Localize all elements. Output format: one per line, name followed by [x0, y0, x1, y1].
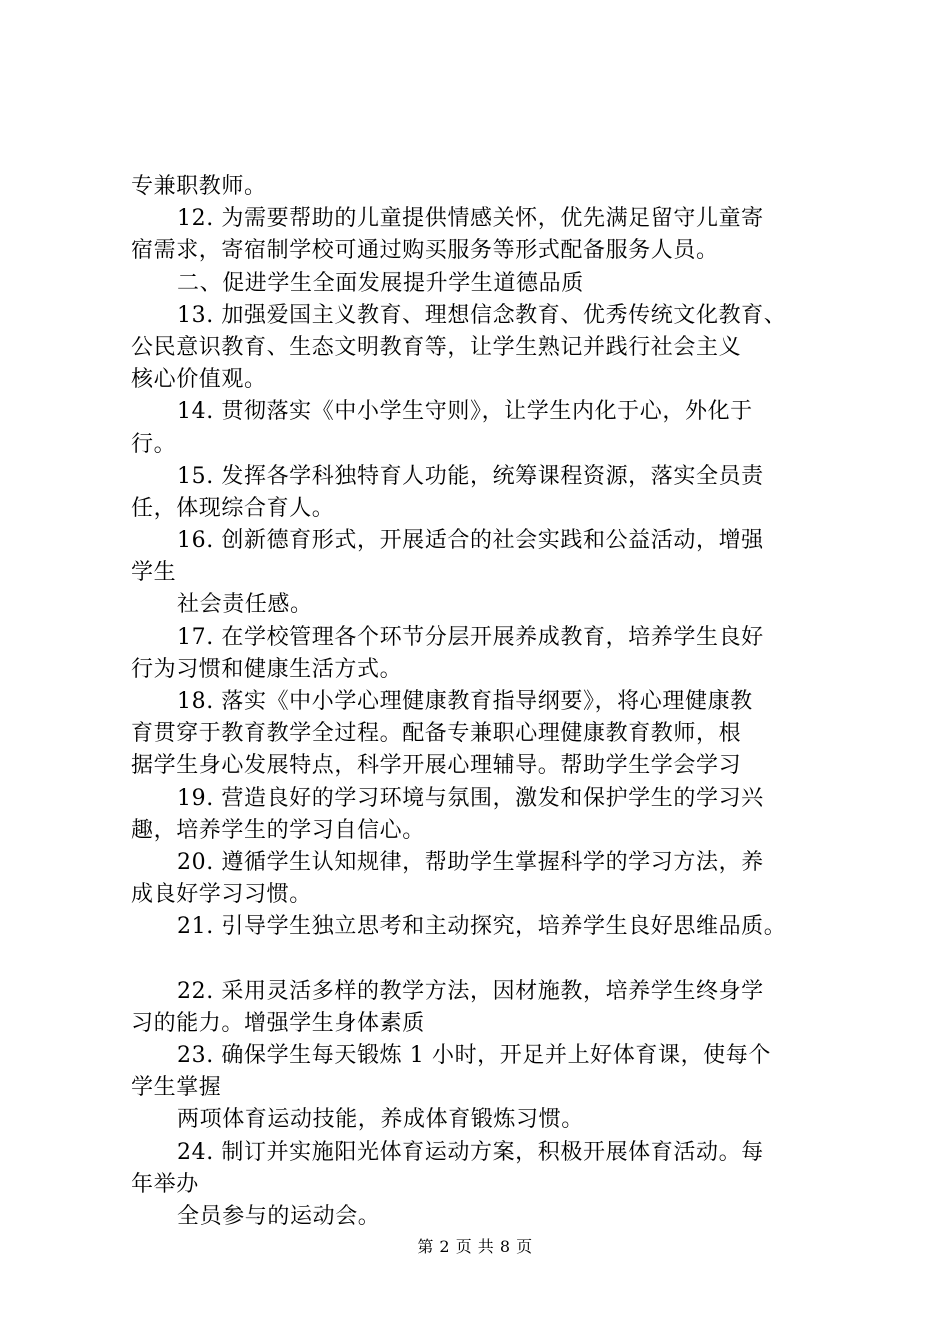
page-footer: 第 2 页 共 8 页 — [417, 1237, 533, 1256]
blank-line — [131, 944, 831, 976]
text-line: 学生掌握 — [131, 1075, 222, 1101]
text-line: 24. 制订并实施阳光体育运动方案，积极开展体育活动。每 — [177, 1139, 764, 1165]
text-line: 23. 确保学生每天锻炼 1 小时，开足并上好体育课，使每个 — [177, 1043, 771, 1069]
text-line: 20. 遵循学生认知规律，帮助学生掌握科学的学习方法，养 — [177, 849, 764, 875]
text-line: 成良好学习习惯。 — [131, 882, 312, 908]
text-line: 宿需求，寄宿制学校可通过购买服务等形式配备服务人员。 — [131, 238, 719, 264]
text-line: 19. 营造良好的学习环境与氛围，激发和保护学生的学习兴 — [177, 785, 764, 811]
document-body — [131, 171, 831, 1233]
text-line: 15. 发挥各学科独特育人功能，统筹课程资源，落实全员责 — [177, 463, 764, 489]
text-line: 全员参与的运动会。 — [177, 1204, 381, 1229]
text-line: 公民意识教育、生态文明教育等，让学生熟记并践行社会主义 — [131, 334, 742, 360]
text-line: 行为习惯和健康生活方式。 — [131, 656, 403, 682]
text-line: 16. 创新德育形式，开展适合的社会实践和公益活动，增强 — [177, 528, 764, 554]
text-line: 学生 — [131, 560, 177, 586]
text-line: 22. 采用灵活多样的教学方法，因材施教，培养学生终身学 — [177, 978, 764, 1004]
text-line: 社会责任感。 — [177, 592, 313, 618]
text-line: 习的能力。增强学生身体素质 — [131, 1010, 425, 1036]
text-line: 17. 在学校管理各个环节分层开展养成教育，培养学生良好 — [177, 624, 764, 650]
text-line: 13. 加强爱国主义教育、理想信念教育、优秀传统文化教育、 — [177, 302, 787, 328]
text-line: 年举办 — [131, 1171, 199, 1197]
text-line: 据学生身心发展特点，科学开展心理辅导。帮助学生学会学习 — [131, 753, 742, 779]
text-line: 两项体育运动技能，养成体育锻炼习惯。 — [177, 1107, 584, 1133]
text-line: 12. 为需要帮助的儿童提供情感关怀，优先满足留守儿童寄 — [177, 206, 764, 232]
text-line: 14. 贯彻落实《中小学生守则》，让学生内化于心，外化于 — [177, 399, 753, 425]
text-line: 育贯穿于教育教学全过程。配备专兼职心理健康教育教师，根 — [131, 721, 742, 747]
text-line: 任，体现综合育人。 — [131, 495, 335, 521]
text-line: 18. 落实《中小学心理健康教育指导纲要》，将心理健康教 — [177, 689, 753, 714]
text-line: 趣，培养学生的学习自信心。 — [131, 817, 425, 843]
text-line: 21. 引导学生独立思考和主动探究，培养学生良好思维品质。 — [177, 914, 787, 940]
text-line: 专兼职教师。 — [131, 174, 267, 199]
text-line: 二、促进学生全面发展提升学生道德品质 — [177, 270, 584, 296]
text-line: 核心价值观。 — [131, 367, 267, 393]
text-line: 行。 — [131, 431, 177, 457]
